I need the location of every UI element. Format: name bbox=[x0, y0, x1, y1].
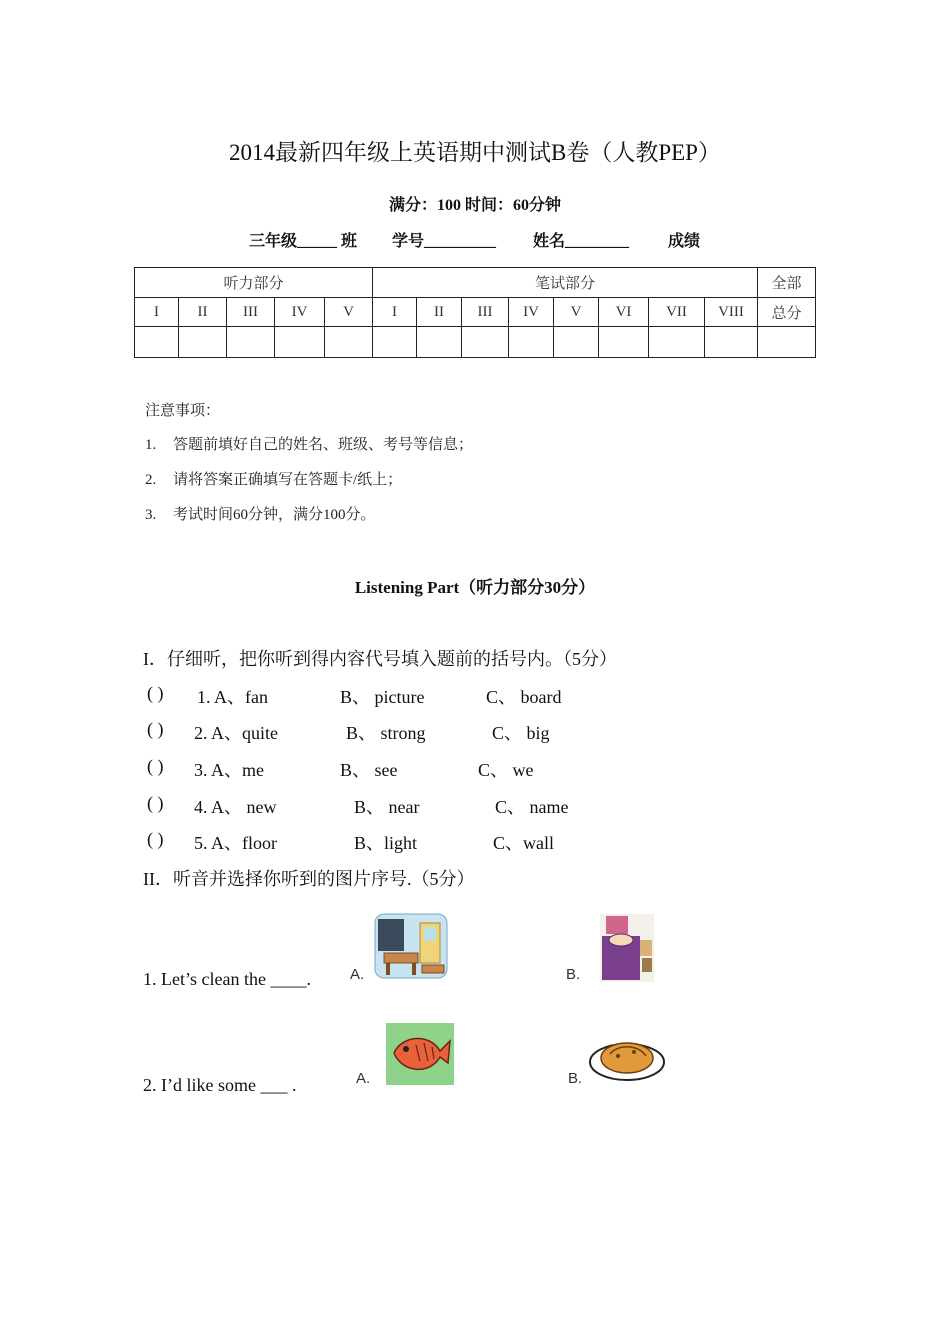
col-listening-iii: III bbox=[227, 298, 275, 327]
section-title: Listening Part（听力部分30分） bbox=[354, 578, 596, 597]
score-cell[interactable] bbox=[649, 327, 705, 358]
col-written-vi: VI bbox=[599, 298, 649, 327]
answer-paren[interactable]: ( ) bbox=[147, 683, 164, 703]
score-cell[interactable] bbox=[179, 327, 227, 358]
col-listening-ii: II bbox=[179, 298, 227, 327]
answer-paren[interactable]: ( ) bbox=[147, 793, 164, 813]
fish-picture-icon[interactable] bbox=[386, 1023, 454, 1085]
answer-paren[interactable]: ( ) bbox=[147, 719, 164, 739]
score-cell[interactable] bbox=[462, 327, 509, 358]
score-cell[interactable] bbox=[135, 327, 179, 358]
option-b: B、 near bbox=[354, 797, 420, 817]
chicken-picture-icon[interactable] bbox=[588, 1034, 666, 1082]
score-cell[interactable] bbox=[275, 327, 325, 358]
exam-meta: 满分：100 时间：60分钟 bbox=[388, 197, 561, 214]
col-total: 总分 bbox=[758, 298, 816, 327]
option-a-label: A. bbox=[356, 1070, 371, 1087]
col-listening-i: I bbox=[135, 298, 179, 327]
col-written-iii: III bbox=[462, 298, 509, 327]
note-item: 1. 答题前填好自己的姓名、班级、考号等信息； bbox=[145, 437, 474, 453]
score-cell[interactable] bbox=[227, 327, 275, 358]
score-table bbox=[134, 267, 816, 358]
option-a: 2. A、quite bbox=[194, 723, 278, 743]
option-b-label: B. bbox=[566, 966, 581, 983]
option-b-label: B. bbox=[568, 1070, 583, 1087]
grade-class-field: 三年级_____ 班 bbox=[249, 233, 358, 250]
option-c: C、 name bbox=[495, 797, 569, 817]
col-listening-iv: IV bbox=[275, 298, 325, 327]
option-b: B、 strong bbox=[346, 723, 426, 743]
student-name-field: 姓名________ bbox=[533, 233, 630, 250]
option-a: 5. A、floor bbox=[194, 833, 277, 853]
option-b: B、light bbox=[354, 833, 418, 853]
score-cell[interactable] bbox=[509, 327, 554, 358]
col-written-iv: IV bbox=[509, 298, 554, 327]
score-cell[interactable] bbox=[599, 327, 649, 358]
bedroom-picture-icon[interactable] bbox=[600, 914, 654, 982]
written-group-header: 笔试部分 bbox=[373, 268, 758, 298]
col-written-ii: II bbox=[417, 298, 462, 327]
col-written-v: V bbox=[554, 298, 599, 327]
part2-instruction: II．听音并选择你听到的图片序号.（5分） bbox=[143, 869, 475, 889]
total-group-header: 全部 bbox=[758, 268, 816, 298]
score-cell[interactable] bbox=[758, 327, 816, 358]
page-title: 2014最新四年级上英语期中测试B卷（人教PEP） bbox=[229, 140, 721, 165]
option-a: 3. A、me bbox=[194, 760, 264, 780]
listening-group-header: 听力部分 bbox=[135, 268, 373, 298]
picture-question-1: 1. Let’s clean the ____. bbox=[143, 969, 311, 989]
notes-heading: 注意事项： bbox=[145, 403, 221, 419]
score-cell[interactable] bbox=[373, 327, 417, 358]
option-a: 4. A、 new bbox=[194, 797, 277, 817]
answer-paren[interactable]: ( ) bbox=[147, 756, 164, 776]
classroom-picture-icon[interactable] bbox=[374, 913, 448, 979]
col-written-viii: VIII bbox=[705, 298, 758, 327]
part1-instruction: I．仔细听，把你听到得内容代号填入题前的括号内。（5分） bbox=[143, 649, 617, 669]
score-cell[interactable] bbox=[554, 327, 599, 358]
picture-question-2: 2. I’d like some ___ . bbox=[143, 1075, 297, 1095]
option-c: C、 board bbox=[486, 687, 562, 707]
note-item: 2. 请将答案正确填写在答题卡/纸上； bbox=[145, 472, 403, 488]
option-a-label: A. bbox=[350, 966, 365, 983]
col-listening-v: V bbox=[325, 298, 373, 327]
score-cell[interactable] bbox=[325, 327, 373, 358]
col-written-vii: VII bbox=[649, 298, 705, 327]
option-a: 1. A、fan bbox=[197, 687, 268, 707]
student-number-field: 学号_________ bbox=[392, 233, 497, 250]
option-c: C、 we bbox=[478, 760, 534, 780]
option-c: C、 big bbox=[492, 723, 550, 743]
col-written-i: I bbox=[373, 298, 417, 327]
score-cell[interactable] bbox=[417, 327, 462, 358]
score-field: 成绩 bbox=[668, 233, 701, 250]
option-b: B、 see bbox=[340, 760, 398, 780]
score-cell[interactable] bbox=[705, 327, 758, 358]
note-item: 3. 考试时间60分钟，满分100分。 bbox=[145, 507, 376, 523]
answer-paren[interactable]: ( ) bbox=[147, 829, 164, 849]
option-c: C、wall bbox=[493, 833, 554, 853]
option-b: B、 picture bbox=[340, 687, 425, 707]
